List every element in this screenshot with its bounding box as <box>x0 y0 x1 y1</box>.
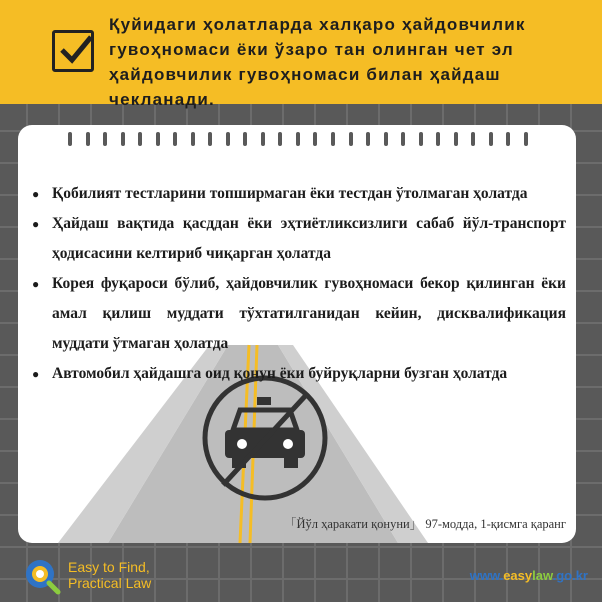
law-reference: 「Йўл ҳаракати қонуни」 97-модда, 1-қисмга қаранг <box>283 517 566 531</box>
url-easy: easy <box>503 568 533 583</box>
list-item: ● Қобилият тестларини топширмаган ёки тестдан ўтолмаган ҳолатда <box>32 179 566 209</box>
header-banner <box>0 0 602 109</box>
site-url[interactable] <box>470 568 588 583</box>
checkbox-checked-icon <box>52 30 94 72</box>
list-item: ● Ҳайдаш вақтида қасддан ёки эҳтиётликсизлиги сабаб йўл-транспорт ҳодисасини келтириб чиқарган ҳолатда <box>32 209 566 269</box>
url-www: www. <box>469 568 504 583</box>
notepad-card <box>18 125 576 543</box>
notepad-rings <box>68 132 528 148</box>
list-item: ● Автомобил ҳайдашга оид қонун ёки буйруқларни бузган ҳолатда <box>32 359 566 389</box>
logo-line2: Practical Law <box>68 575 152 591</box>
easy-law-logo <box>22 556 222 596</box>
restriction-list <box>32 179 566 389</box>
list-item: ● Корея фуқароси бўлиб, ҳайдовчилик гувоҳномаси бекор қилинган ёки амал қилиш муддати тўхтатилганидан кейин, дисквалификация муддати ўтмаган ҳолатда <box>32 269 566 359</box>
magnifier-logo-icon <box>22 556 62 596</box>
url-domain: .go.kr <box>552 568 588 583</box>
header-text: Қуйидаги ҳолатларда халқаро ҳайдовчилик гувоҳномаси ёки ўзаро тан олинган чет эл ҳайдовчилик гувоҳномаси билан ҳайдаш чекланади. <box>109 15 526 109</box>
logo-line1: Easy to Find, <box>68 559 150 575</box>
url-law: law <box>532 568 553 583</box>
